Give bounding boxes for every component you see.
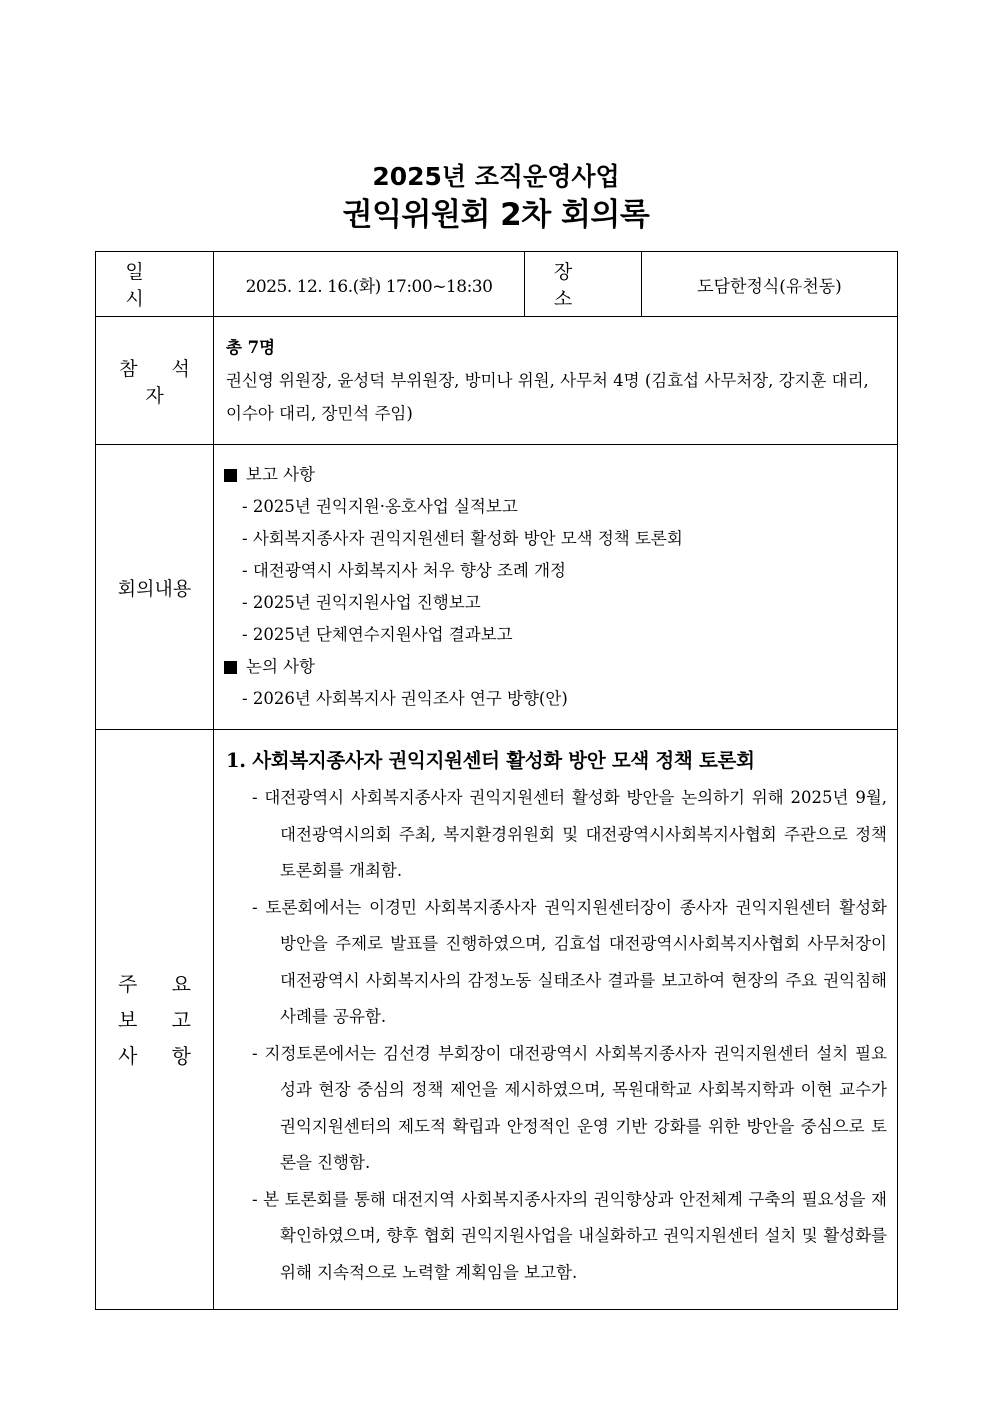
minutes-table (95, 251, 898, 1310)
black-square-bullet-icon (224, 661, 237, 674)
document-subtitle: 2025년 조직운영사업 (372, 162, 620, 191)
main-report-cell (214, 730, 898, 1310)
agenda-row (96, 445, 898, 730)
main-report-label-line: 주 요 (118, 971, 205, 996)
attendees-cell (214, 317, 898, 445)
attendees-list: 권신영 위원장, 윤성덕 부위원장, 방미나 위원, 사무처 4명 (김효섭 사무처장, 강지훈 대리, 이수아 대리, 장민석 주임) (226, 371, 869, 423)
attendees-total: 총 7명 (226, 338, 276, 357)
main-report-label (96, 730, 214, 1310)
list-item: - 2026년 사회복지사 권익조사 연구 방향(안) (242, 689, 568, 708)
place-value: 도담한정식(유천동) (642, 252, 898, 317)
black-square-bullet-icon (224, 469, 237, 482)
list-item: - 사회복지종사자 권익지원센터 활성화 방안 모색 정책 토론회 (242, 529, 683, 548)
list-item: - 2025년 권익지원·옹호사업 실적보고 (242, 497, 518, 516)
report-heading (224, 459, 887, 491)
discussion-heading-text: 논의 사항 (246, 657, 316, 676)
agenda-label: 회의내용 (96, 445, 214, 730)
report-paragraph: - 대전광역시 사회복지종사자 권익지원센터 활성화 방안을 논의하기 위해 2025년 9월, 대전광역시의회 주최, 복지환경위원회 및 대전광역시사회복지사협회 주관으로 정책 토론회를 개최함. (252, 788, 887, 880)
document-header (0, 160, 992, 236)
report-paragraph: - 본 토론회를 통해 대전지역 사회복지종사자의 권익향상과 안전체계 구축의 필요성을 재확인하였으며, 향후 협회 권익지원사업을 내실화하고 권익지원센터 설치 및 활성화를 위해 지속적으로 노력할 계획임을 보고함. (252, 1189, 887, 1282)
discussion-heading (224, 651, 887, 683)
date-label: 일 시 (96, 252, 214, 317)
report-paragraph: - 토론회에서는 이경민 사회복지종사자 권익지원센터장이 종사자 권익지원센터 활성화 방안을 주제로 발표를 진행하였으며, 김효섭 대전광역시사회복지사협회 사무처장이 대전광역시 사회복지사의 감정노동 실태조사 결과를 보고하여 현장의 주요 권익침해 사례를 공유함. (252, 897, 887, 1026)
attendees-label: 참 석 자 (96, 317, 214, 445)
list-item: - 대전광역시 사회복지사 처우 향상 조례 개정 (242, 561, 566, 580)
attendees-row (96, 317, 898, 445)
list-item: - 2025년 단체연수지원사업 결과보고 (242, 625, 513, 644)
main-report-row (96, 730, 898, 1310)
main-report-title: 1. 사회복지종사자 권익지원센터 활성화 방안 모색 정책 토론회 (226, 749, 755, 772)
document-title: 권익위원회 2차 회의록 (342, 197, 650, 233)
main-report-label-line: 사 항 (118, 1043, 205, 1068)
main-report-label-line: 보 고 (118, 1007, 205, 1032)
agenda-cell (214, 445, 898, 730)
date-value: 2025. 12. 16.(화) 17:00~18:30 (214, 252, 525, 317)
date-place-row (96, 252, 898, 317)
place-label: 장 소 (525, 252, 642, 317)
list-item: - 2025년 권익지원사업 진행보고 (242, 593, 481, 612)
report-paragraph: - 지정토론에서는 김선경 부회장이 대전광역시 사회복지종사자 권익지원센터 설치 필요성과 현장 중심의 정책 제언을 제시하였으며, 목원대학교 사회복지학과 이현 교수가 권익지원센터의 제도적 확립과 안정적인 운영 기반 강화를 위한 방안을 중심으로 토론을 진행함. (252, 1043, 887, 1172)
report-heading-text: 보고 사항 (246, 465, 316, 484)
